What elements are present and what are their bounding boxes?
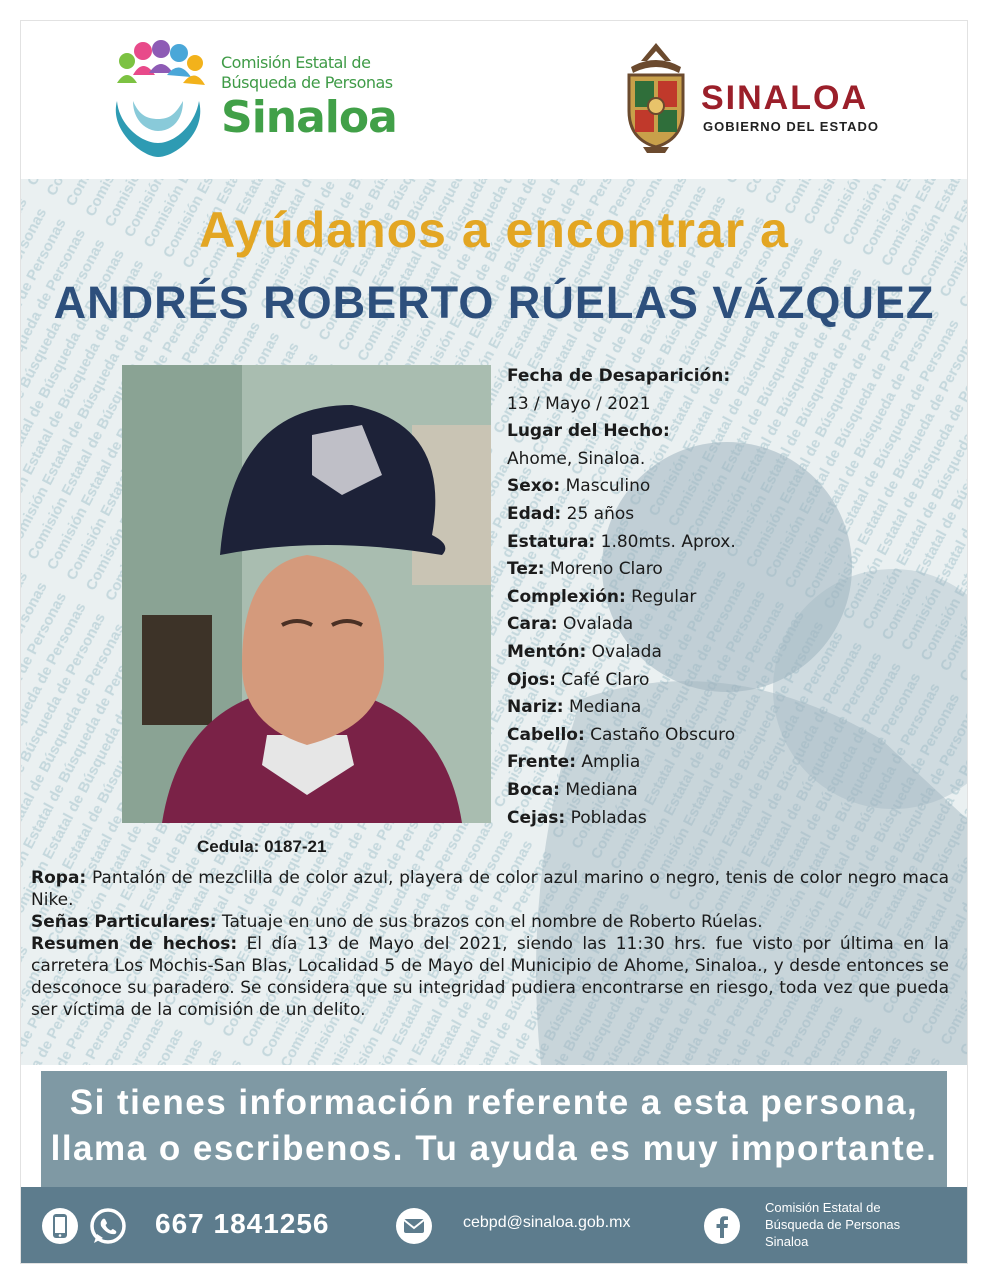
detail-lugar-value (507, 446, 957, 474)
senas-value: Tatuaje en uno de sus brazos con el nombre de Roberto Rúelas. (216, 912, 763, 932)
email-icon[interactable] (395, 1207, 433, 1245)
email-address[interactable]: cebpd@sinaloa.gob.mx (463, 1214, 631, 1231)
facebook-page-name[interactable] (765, 1199, 900, 1250)
contact-bar (21, 1187, 967, 1263)
fecha-label: Fecha de Desaparición: (507, 366, 731, 386)
cta-line2: llama o escribenos. Tu ayuda es muy importante. (50, 1129, 938, 1168)
gov-title: SINALOA (701, 79, 868, 117)
detail-tez (507, 556, 957, 584)
complexion-label: Complexión: (507, 586, 626, 607)
cebp-logo (103, 39, 213, 161)
whatsapp-icon[interactable] (89, 1207, 127, 1245)
resumen-paragraph (31, 933, 949, 1021)
phone-icon[interactable] (41, 1207, 79, 1245)
detail-fecha-label (507, 363, 957, 391)
cara-value: Ovalada (557, 614, 634, 635)
detail-ojos (507, 667, 957, 695)
detail-cabello (507, 722, 957, 750)
facebook-icon[interactable] (703, 1207, 741, 1245)
detail-estatura (507, 529, 957, 557)
senas-paragraph (31, 911, 949, 933)
fecha-value: 13 / Mayo / 2021 (507, 393, 651, 414)
ojos-label: Ojos: (507, 669, 556, 690)
cebp-wordmark (221, 53, 397, 143)
boca-value: Mediana (559, 779, 638, 800)
ojos-value: Café Claro (555, 669, 650, 690)
missing-person-photo (122, 365, 491, 823)
detail-frente (507, 749, 957, 777)
edad-label: Edad: (507, 503, 562, 524)
tez-value: Moreno Claro (544, 559, 663, 580)
detail-edad (507, 501, 957, 529)
poster-frame (20, 20, 968, 1264)
resumen-value: El día 13 de Mayo del 2021, siendo las 11:30 hrs. fue visto por última en la carretera Los Mochis-San Blas, Localidad 5 de Mayo del Municipio de Ahome, Sinaloa., y desde entonces se desconoce su paradero. Se considera que su integridad pudiera encontrarse en riesgo, toda vez que pueda ser víctima de la comisión de un delito. (31, 934, 949, 1020)
gov-subtitle: GOBIERNO DEL ESTADO (703, 119, 879, 134)
phone-number[interactable]: 667 1841256 (155, 1208, 330, 1239)
sexo-label: Sexo: (507, 476, 561, 497)
sexo-value: Masculino (560, 476, 651, 497)
frente-value: Amplia (576, 752, 641, 773)
lugar-label: Lugar del Hecho: (507, 421, 670, 442)
boca-label: Boca: (507, 779, 560, 800)
complexion-value: Regular (625, 586, 697, 607)
detail-nariz (507, 694, 957, 722)
ropa-paragraph (31, 867, 949, 911)
cebp-line1: Comisión Estatal de (221, 53, 371, 72)
cejas-label: Cejas: (507, 807, 566, 828)
fb-line2: Búsqueda de Personas (765, 1217, 901, 1232)
cedula-value: 0187-21 (264, 837, 327, 856)
menton-label: Mentón: (507, 641, 587, 662)
nariz-value: Mediana (563, 697, 642, 718)
cabello-value: Castaño Obscuro (584, 724, 736, 745)
ropa-label: Ropa: (31, 868, 87, 888)
resumen-label: Resumen de hechos: (31, 934, 238, 954)
details-list (507, 363, 957, 832)
sinaloa-seal-icon (621, 39, 691, 154)
cedula (197, 837, 326, 857)
detail-complexion (507, 584, 957, 612)
estatura-label: Estatura: (507, 531, 596, 552)
detail-cara (507, 611, 957, 639)
detail-fecha-value (507, 391, 957, 419)
cejas-value: Pobladas (565, 807, 647, 828)
header (21, 21, 967, 179)
frente-label: Frente: (507, 752, 576, 773)
lugar-value: Ahome, Sinaloa. (507, 448, 646, 469)
cabello-label: Cabello: (507, 724, 585, 745)
tez-label: Tez: (507, 559, 545, 580)
detail-cejas (507, 805, 957, 833)
edad-value: 25 años (561, 503, 635, 524)
detail-boca (507, 777, 957, 805)
cebp-line2: Búsqueda de Personas (221, 73, 393, 92)
ropa-value: Pantalón de mezclilla de color azul, playera de color azul marino o negro, tenis de color negro maca Nike. (31, 868, 949, 910)
detail-lugar-label (507, 418, 957, 446)
headline: Ayúdanos a encontrar a (199, 202, 789, 258)
cebp-sinaloa: Sinaloa (221, 92, 397, 143)
call-to-action (41, 1071, 947, 1201)
detail-menton (507, 639, 957, 667)
menton-value: Ovalada (586, 641, 662, 662)
senas-label: Señas Particulares: (31, 912, 217, 932)
missing-person-name: ANDRÉS ROBERTO RÚELAS VÁZQUEZ (53, 277, 935, 328)
fb-line1: Comisión Estatal de (765, 1200, 881, 1215)
estatura-value: 1.80mts. Aprox. (595, 531, 736, 552)
detail-sexo (507, 473, 957, 501)
cedula-label: Cedula: (197, 837, 265, 856)
cara-label: Cara: (507, 614, 558, 635)
poster-body (21, 179, 967, 1065)
nariz-label: Nariz: (507, 697, 564, 718)
cta-line1: Si tienes información referente a esta persona, (69, 1083, 919, 1122)
fb-line3: Sinaloa (765, 1234, 809, 1249)
